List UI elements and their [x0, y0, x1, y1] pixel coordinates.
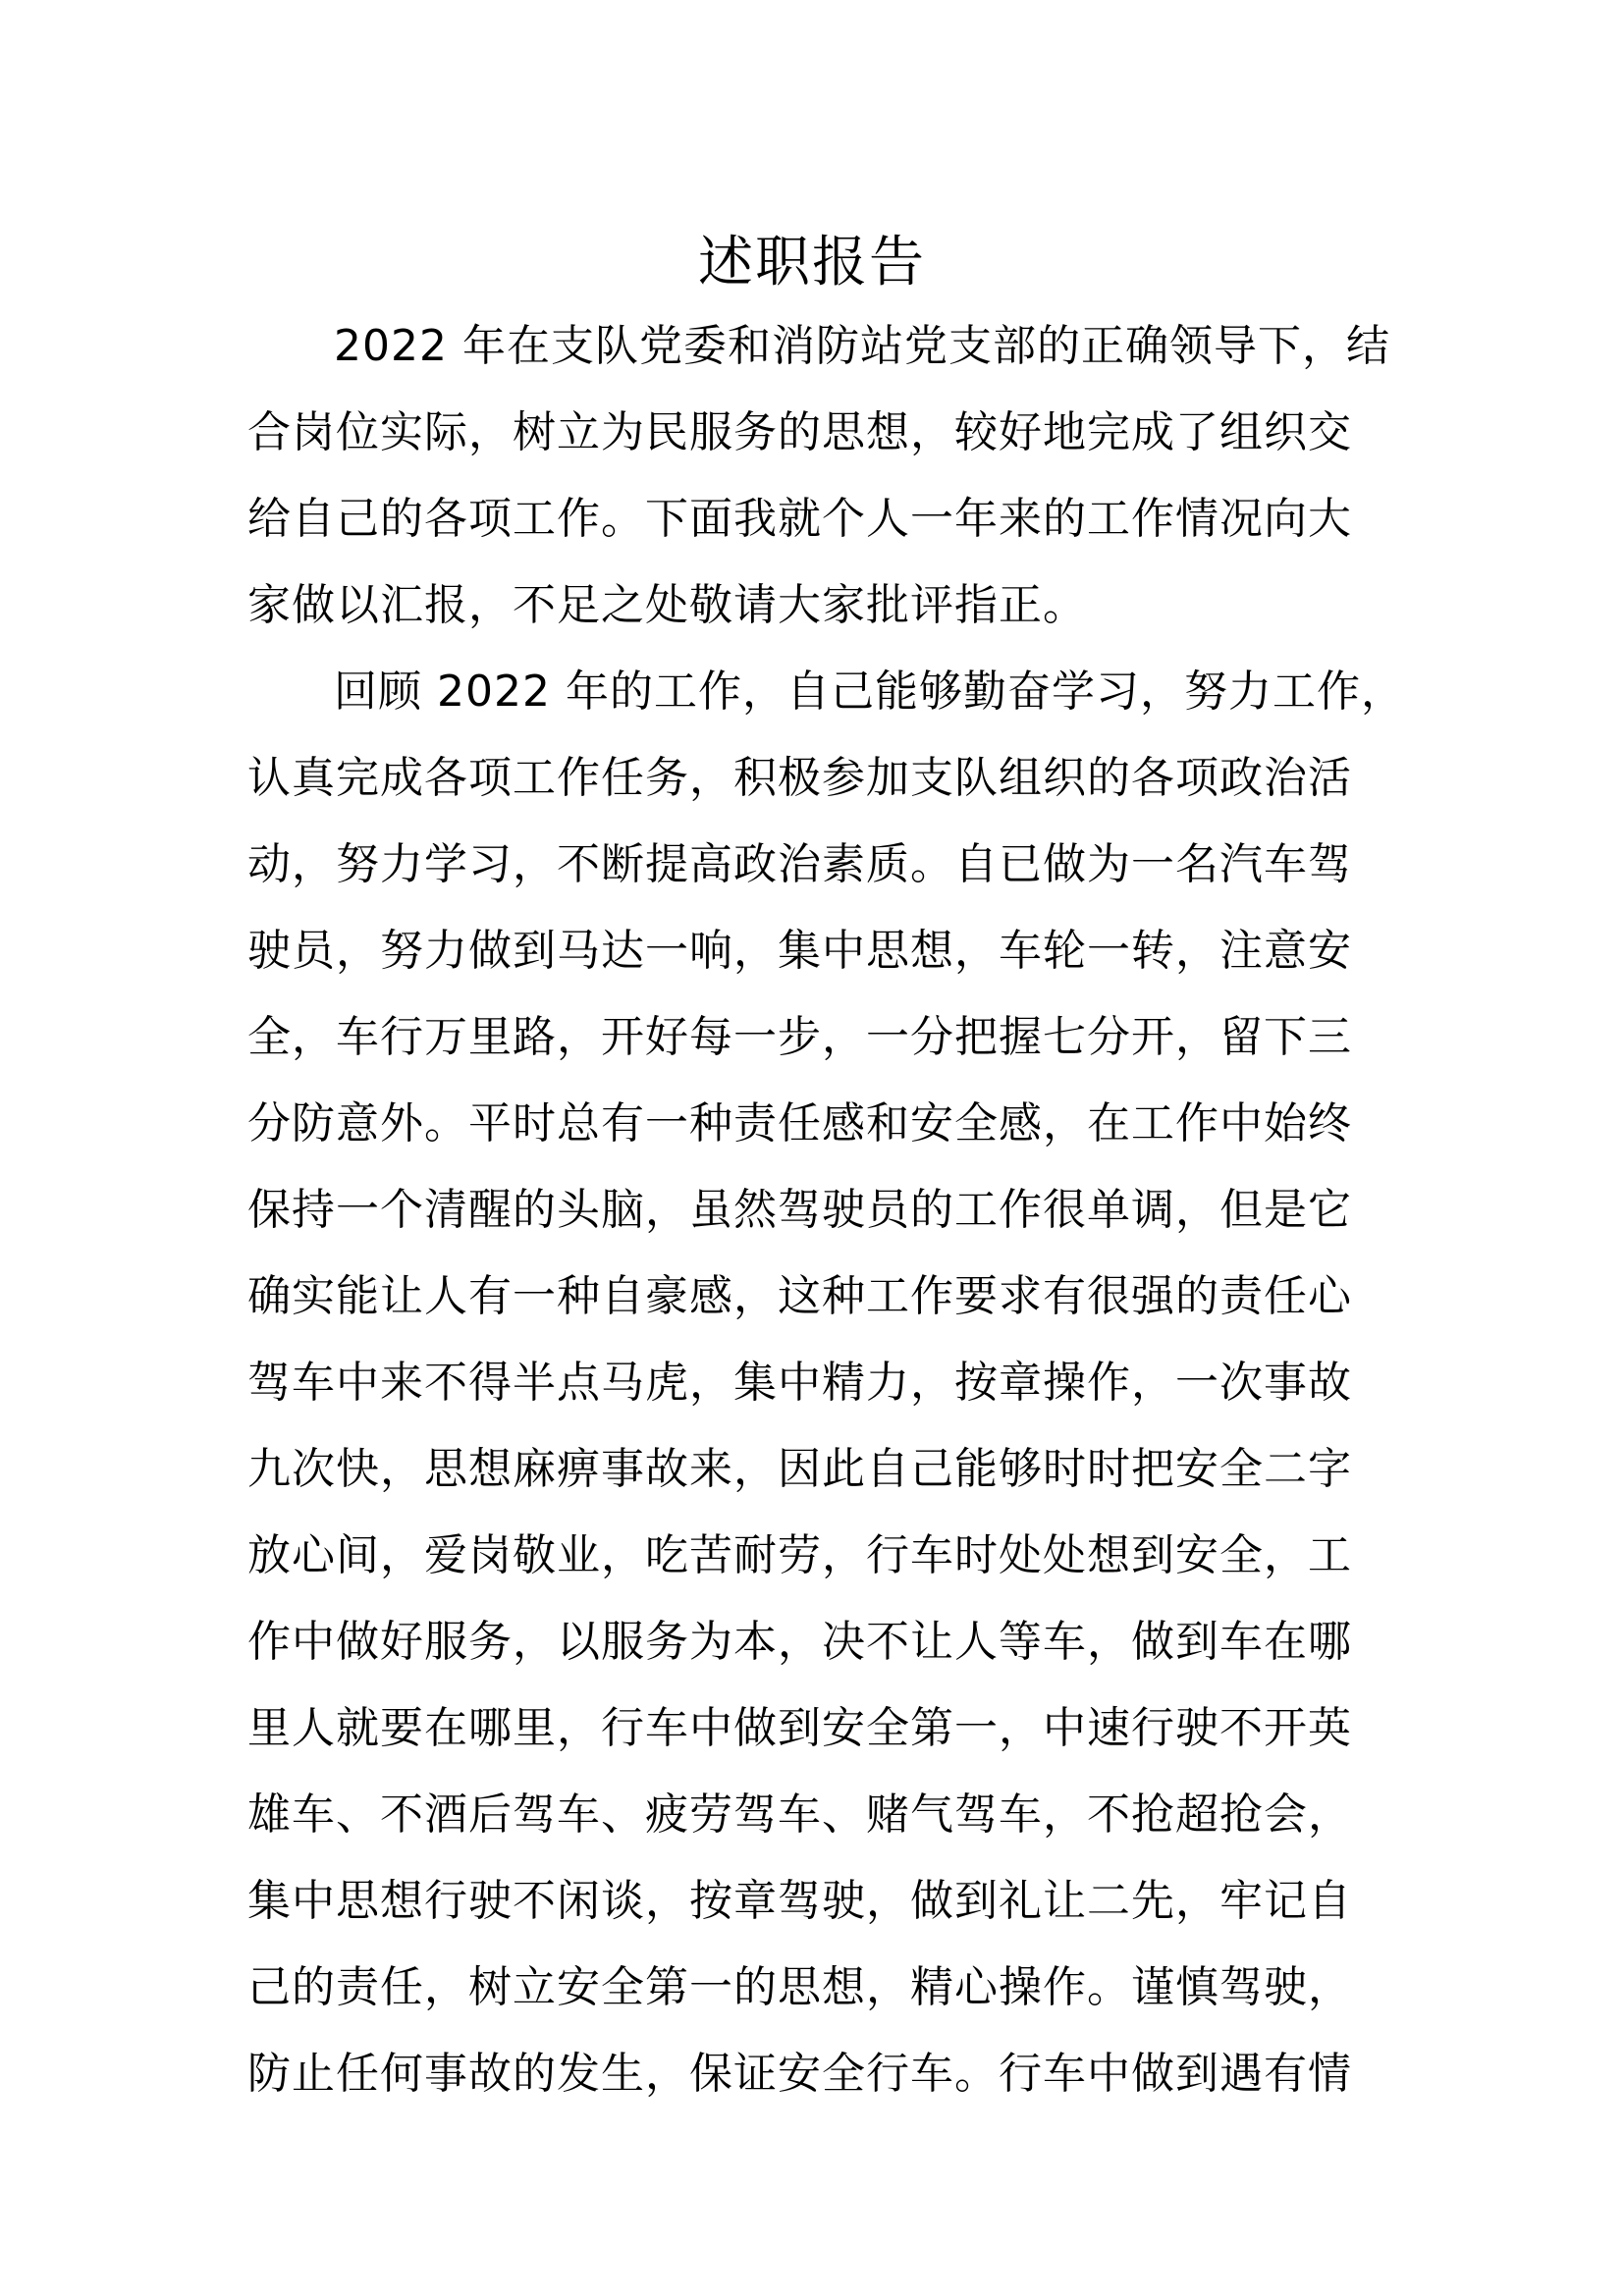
paragraph-2-line-4: 驶员，努力做到马达一响，集中思想，车轮一转，注意安 — [247, 926, 1352, 976]
paragraph-2-line-5: 全，车行万里路，开好每一步，一分把握七分开，留下三 — [247, 1012, 1352, 1062]
paragraph-1-line-3: 给自己的各项工作。下面我就个人一年来的工作情况向大 — [247, 494, 1352, 544]
paragraph-2-line-9: 驾车中来不得半点马虎，集中精力，按章操作，一次事故 — [247, 1358, 1352, 1408]
paragraph-2-line-13: 里人就要在哪里，行车中做到安全第一，中速行驶不开英 — [247, 1703, 1352, 1753]
paragraph-2-line-12: 作中做好服务，以服务为本，决不让人等车，做到车在哪 — [247, 1617, 1352, 1667]
paragraph-2-line-8: 确实能让人有一种自豪感，这种工作要求有很强的责任心 — [247, 1271, 1352, 1321]
paragraph-2-line-16: 己的责任，树立安全第一的思想，精心操作。谨慎驾驶， — [247, 1962, 1352, 2012]
paragraph-2-line-14: 雄车、不酒后驾车、疲劳驾车、赌气驾车，不抢超抢会， — [247, 1789, 1352, 1840]
paragraph-2-line-11: 放心间，爱岗敬业，吃苦耐劳，行车时处处想到安全，工 — [247, 1530, 1352, 1580]
paragraph-2-line-1: 回顾 2022 年的工作，自己能够勤奋学习，努力工作， — [334, 667, 1405, 717]
paragraph-2-line-10: 九次快，思想麻痹事故来，因此自己能够时时把安全二字 — [247, 1444, 1352, 1494]
document-title: 述职报告 — [698, 231, 926, 294]
paragraph-1-line-2: 合岗位实际，树立为民服务的思想，较好地完成了组织交 — [247, 407, 1352, 457]
paragraph-2-line-15: 集中思想行驶不闲谈，按章驾驶，做到礼让二先，牢记自 — [247, 1876, 1352, 1926]
paragraph-2-line-7: 保持一个清醒的头脑，虽然驾驶员的工作很单调，但是它 — [247, 1185, 1352, 1235]
paragraph-2-line-6: 分防意外。平时总有一种责任感和安全感，在工作中始终 — [247, 1098, 1352, 1148]
paragraph-1-line-1: 2022 年在支队党委和消防站党支部的正确领导下，结 — [334, 321, 1390, 371]
paragraph-2-line-3: 动，努力学习，不断提高政治素质。自已做为一名汽车驾 — [247, 839, 1352, 889]
paragraph-1-line-4: 家做以汇报，不足之处敬请大家批评指正。 — [247, 580, 1087, 630]
paragraph-2-line-17: 防止任何事故的发生，保证安全行车。行车中做到遇有情 — [247, 2049, 1352, 2099]
paragraph-2-line-2: 认真完成各项工作任务，积极参加支队组织的各项政治活 — [247, 753, 1352, 803]
